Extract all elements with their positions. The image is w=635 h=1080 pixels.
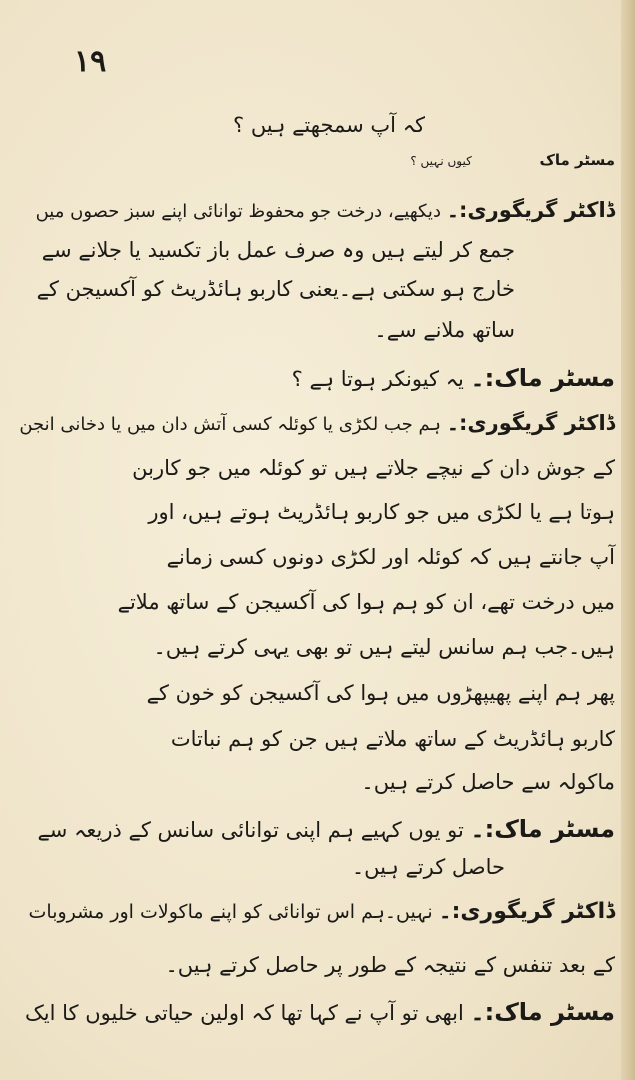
text-line: [165, 948, 615, 982]
text-line: [38, 812, 616, 846]
line-text: کیوں نہیں ؟: [410, 154, 472, 168]
speaker-label: ڈاکٹر گریگوری:۔: [446, 198, 615, 222]
text-line: [153, 630, 615, 664]
text-line: [167, 540, 615, 574]
text-line: [118, 585, 615, 619]
text-line: [147, 676, 615, 710]
line-text: کہ آپ سمجھتے ہیں ؟: [233, 113, 425, 137]
line-text: ماکولہ سے حاصل کرتے ہیں۔: [361, 770, 615, 794]
speaker-label: مسٹر ماک:۔: [470, 998, 615, 1026]
text-line: [361, 765, 615, 799]
line-text: یہ کیونکر ہوتا ہے ؟: [291, 367, 464, 391]
page-edge-shadow: [621, 0, 635, 1080]
text-line: [148, 495, 615, 529]
text-line: [233, 108, 425, 142]
line-text: کاربو ہائڈریٹ کے ساتھ ملاتے ہیں جن کو ہم نباتات: [170, 727, 615, 751]
line-text: خارج ہو سکتی ہے۔یعنی کاربو ہائڈریٹ کو آکسیجن کے: [36, 277, 515, 301]
speaker-label: مسٹر ماک:۔: [470, 815, 615, 843]
speaker-label: ڈاکٹر گریگوری:۔: [438, 899, 615, 924]
line-text: ہم جب لکڑی یا کوئلہ کسی آتش دان میں یا دخانی انجن: [19, 414, 441, 435]
line-text: پھر ہم اپنے پھیپھڑوں میں ہوا کی آکسیجن کو خون کے: [146, 681, 615, 705]
text-line: [36, 193, 615, 227]
line-text: ہیں۔جب ہم سانس لیتے ہیں تو بھی یہی کرتے ہیں۔: [153, 635, 615, 659]
line-text: تو یوں کہیے ہم اپنی توانائی سانس کے ذریعہ سے: [37, 818, 464, 842]
line-text: کے جوش دان کے نیچے جلاتے ہیں تو کوئلہ میں جو کاربن: [132, 456, 615, 480]
text-line: [25, 995, 615, 1029]
line-text: دیکھیے، درخت جو محفوظ توانائی اپنے سبز حصوں میں: [35, 201, 441, 222]
line-text: جمع کر لیتے ہیں وہ صرف عمل باز تکسید یا جلانے سے: [41, 238, 515, 262]
page-number: ١٩: [74, 44, 107, 79]
line-text: میں درخت تھے، ان کو ہم ہوا کی آکسیجن کے ساتھ ملاتے: [117, 590, 615, 614]
line-text: ساتھ ملانے سے۔: [374, 318, 515, 342]
text-line: [374, 313, 515, 347]
text-line: [292, 361, 615, 395]
text-line: [5, 143, 615, 177]
text-line: [171, 722, 615, 756]
speaker-label: مسٹر ماک: [539, 151, 615, 169]
line-text: آپ جانتے ہیں کہ کوئلہ اور لکڑی دونوں کسی زمانے: [166, 545, 615, 569]
text-line: [19, 406, 615, 440]
line-text: ابھی تو آپ نے کہا تھا کہ اولین حیاتی خلیوں کا ایک: [25, 1001, 464, 1025]
line-text: ہوتا ہے یا لکڑی میں جو کاربو ہائڈریٹ ہوتے ہیں، اور: [148, 500, 615, 524]
line-text: نہیں۔ہم اس توانائی کو اپنے ماکولات اور مشروبات: [28, 901, 433, 923]
line-text: کے بعد تنفس کے نتیجہ کے طور پر حاصل کرتے ہیں۔: [165, 953, 615, 977]
text-line: [37, 272, 515, 306]
text-line: [29, 895, 615, 929]
text-line: [42, 233, 515, 267]
speaker-label: ڈاکٹر گریگوری:۔: [446, 411, 615, 435]
line-text: حاصل کرتے ہیں۔: [351, 855, 505, 879]
speaker-label: مسٹر ماک:۔: [470, 364, 615, 392]
text-line: [132, 451, 615, 485]
text-line: [352, 850, 505, 884]
